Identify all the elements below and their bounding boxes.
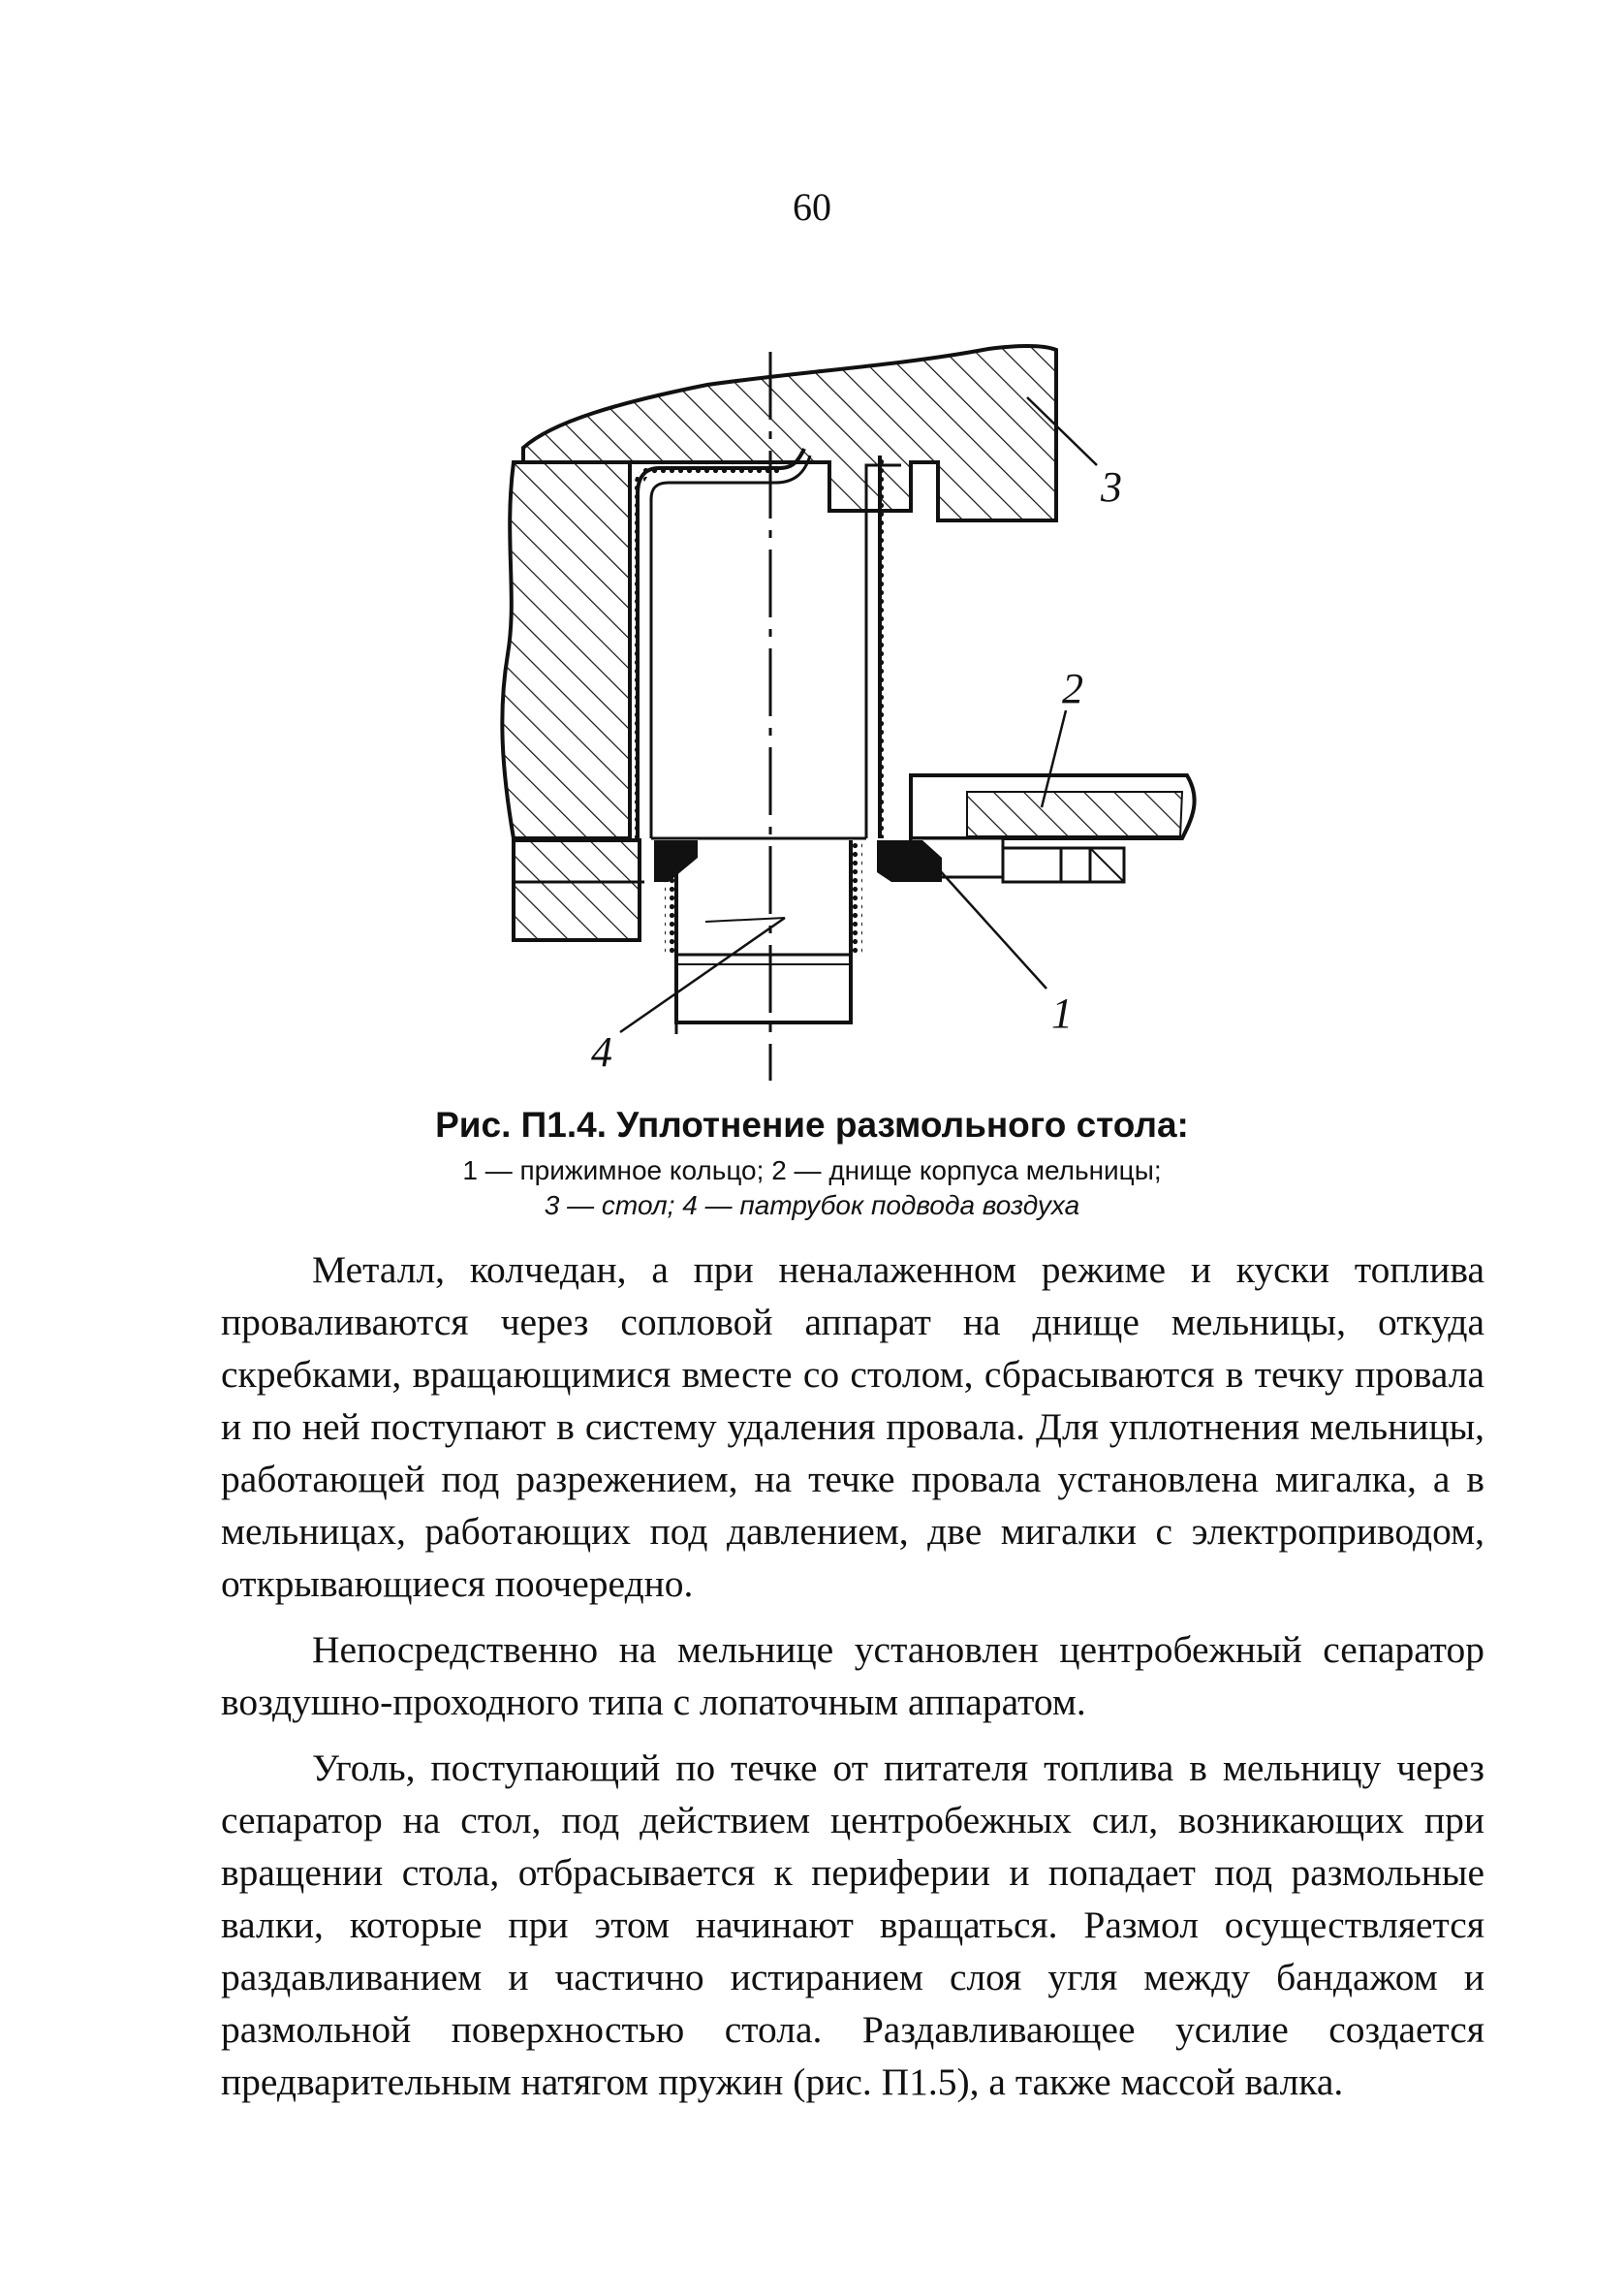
paragraph-2: Непосредственно на мельнице установлен центробежный сепаратор воздушно-проходного типа с лопаточным аппаратом. — [221, 1628, 1484, 1723]
page-number: 60 — [793, 185, 831, 229]
body-text — [221, 1243, 1484, 2122]
seal-drawing — [484, 344, 1221, 1081]
caption-legend-line-1: 1 — прижимное кольцо; 2 — днище корпуса мельницы; — [462, 1155, 1162, 1185]
callout-1: 1 — [1051, 990, 1073, 1037]
air-pipe — [671, 840, 857, 1034]
pressure-ring — [654, 840, 942, 882]
mill-housing-bottom — [911, 775, 1195, 882]
callout-4: 4 — [591, 1028, 612, 1076]
paragraph-1: Металл, колчедан, а при неналаженном режиме и куски топлива проваливаются через сопловой аппарат на днище мельницы, откуда скребками, вращающимися вместе со столом, сбрасываются в течку провала и по ней поступают в систему удаления провала. Для уплотнения мельницы, работающей под разрежением, на течке провала установлена мигалка, а в мельницах, работающих под давлением, две мигалки с электроприводом, открывающиеся поочередно. — [221, 1248, 1484, 1605]
caption-title: Рис. П1.4. Уплотнение размольного стола: — [435, 1105, 1189, 1145]
callout-2: 2 — [1062, 665, 1083, 712]
callout-3: 3 — [1101, 463, 1122, 511]
paragraph-3: Уголь, поступающий по течке от питателя топлива в мельницу через сепаратор на стол, под действием центробежных сил, возникающих при вращении стола, отбрасывается к периферии и попадает под размольные валки, которые при этом начинают вращаться. Размол осуществляется раздавливанием и частично истиранием слоя угля между бандажом и размольной поверхностью стола. Раздавливающее усилие создается предварительным натягом пружин (рис. П1.5), а также массой валка. — [221, 1746, 1484, 2103]
caption-legend-line-2: 3 — стол; 4 — патрубок подвода воздуха — [544, 1190, 1080, 1220]
figure-caption — [0, 1105, 1624, 1225]
